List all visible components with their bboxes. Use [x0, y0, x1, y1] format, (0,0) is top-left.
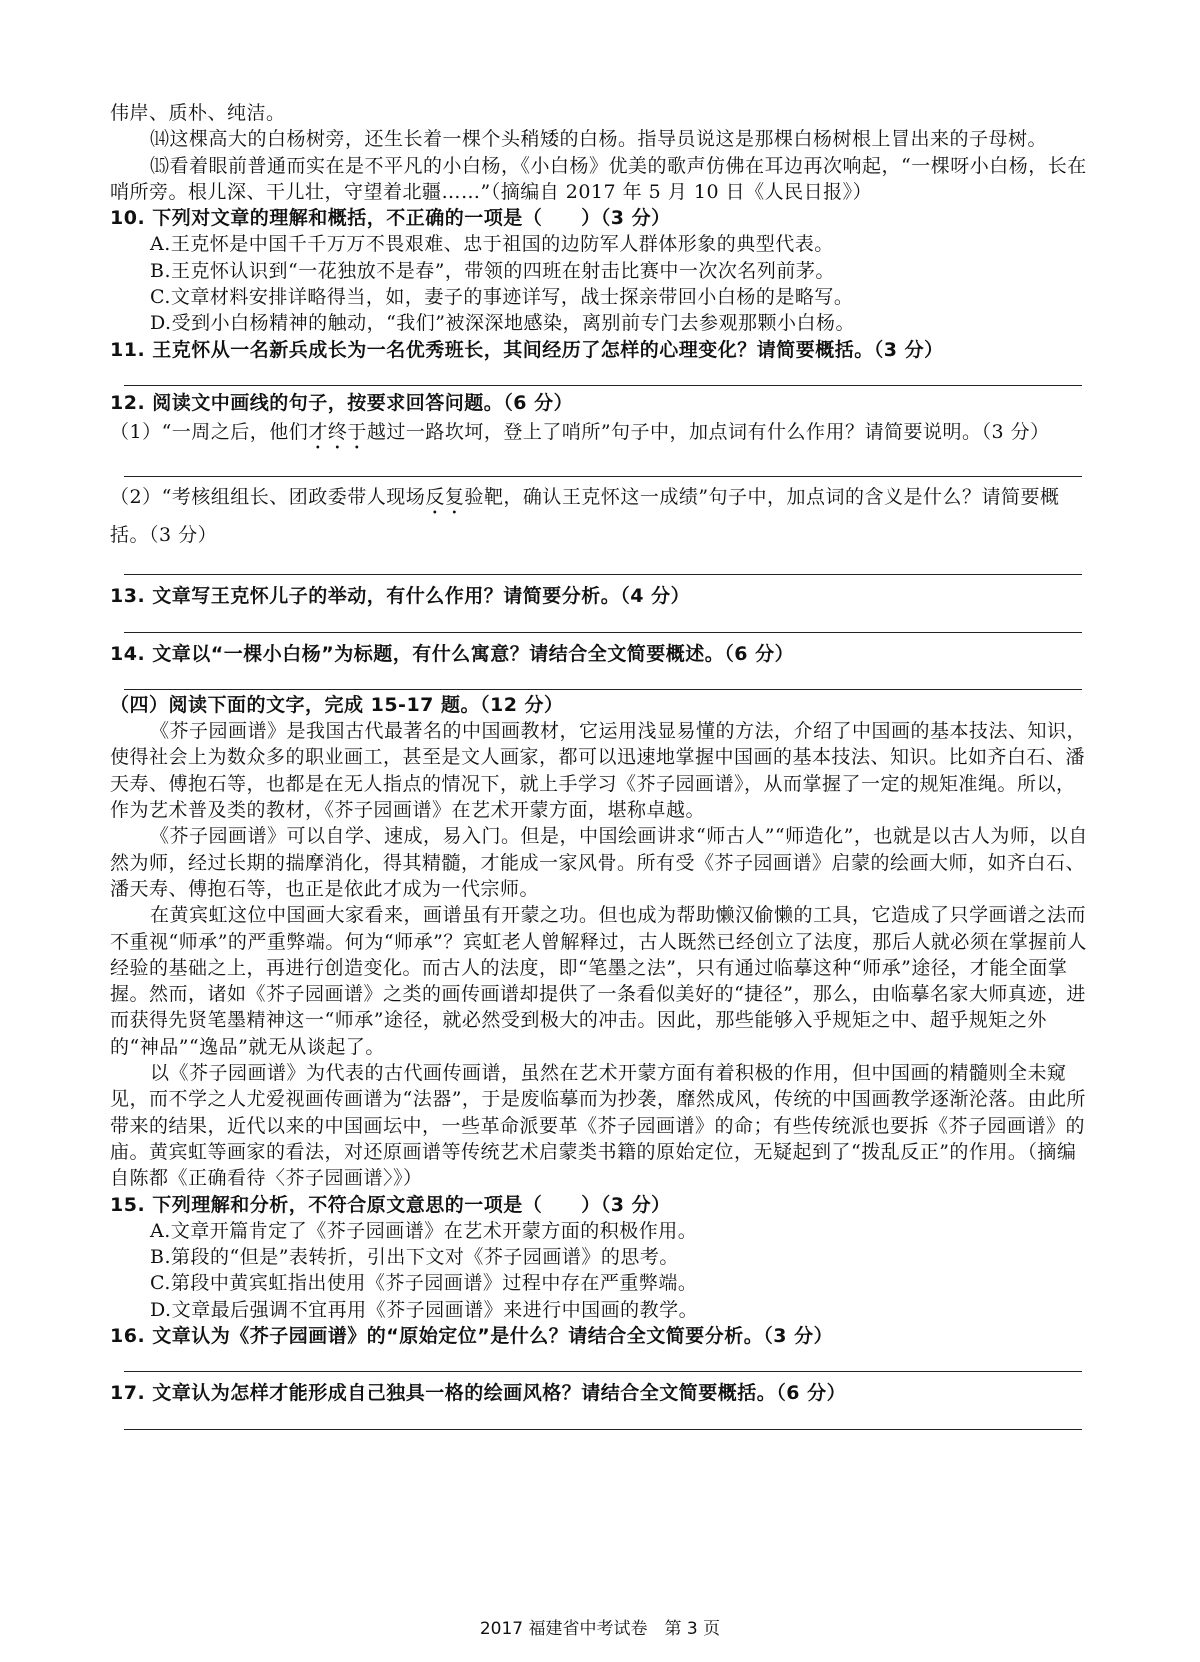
paragraph-15: ⒂看着眼前普通而实在是不平凡的小白杨，《小白杨》优美的歌声仿佛在耳边再次响起，“一棵呀小白杨，长在哨所旁。根儿深、干儿壮，守望着北疆……”（摘编自 2017 年 5 月 10 日《人民日报》）	[110, 154, 1087, 203]
question-12-stem: 12. 阅读文中画线的句子，按要求回答问题。（6 分）	[110, 391, 574, 414]
question-10-stem: 10. 下列对文章的理解和概括，不正确的一项是（ ）（3 分）	[110, 207, 671, 230]
question-17-stem: 17. 文章认为怎样才能形成自己独具一格的绘画风格？请结合全文简要概括。（6 分）	[110, 1382, 847, 1405]
question-14-stem: 14. 文章以“一棵小白杨”为标题，有什么寓意？请结合全文简要概述。（6 分）	[110, 642, 795, 665]
answer-line-17[interactable]	[124, 1407, 1082, 1430]
paragraph-14: ⒁这棵高大的白杨树旁，还生长着一棵个头稍矮的白杨。指导员说这是那棵白杨树根上冒出来的子母树。	[150, 128, 1048, 151]
q12-sub-2	[110, 481, 1090, 552]
section-4-paragraph-4: 以《芥子园画谱》为代表的古代画传画谱，虽然在艺术开蒙方面有着积极的作用，但中国画的精髓则全未窥见，而不学之人尤爱视画传画谱为“法器”，于是废临摹而为抄袭，靡然成风，传统的中国画教学逐渐沦落。由此所带来的结果，近代以来的中国画坛中，一些革命派要革《芥子园画谱》的命；有些传统派也要拆《芥子园画谱》的庙。黄宾虹等画家的看法，对还原画谱等传统艺术启蒙类书籍的原始定位，无疑起到了“拨乱反正”的作用。（摘编自陈都《正确看待〈芥子园画谱〉》）	[110, 1062, 1086, 1190]
q10-option-c: C.文章材料安排详略得当，如，妻子的事迹详写，战士探亲带回小白杨的是略写。	[150, 286, 854, 309]
q10-option-a: A.王克怀是中国千千万万不畏艰难、忠于祖国的边防军人群体形象的典型代表。	[150, 233, 834, 256]
q12-sub-2-post: 验靶，确认王克怀这一成绩”句子中，加点词的含义是什么？请简要概括。（3 分）	[110, 486, 1060, 547]
q10-option-b: B.王克怀认识到“一花独放不是春”，带领的四班在射击比赛中一次次名列前茅。	[150, 259, 835, 282]
section-4-paragraph-2: 《芥子园画谱》可以自学、速成，易入门。但是，中国绘画讲求“师古人”“师造化”，也就是以古人为师，以自然为师，经过长期的揣摩消化，得其精髓，才能成一家风骨。所有受《芥子园画谱》启蒙的绘画大师，如齐白石、潘天寿、傅抱石等，也正是依此才成为一代宗师。	[110, 825, 1088, 900]
q15-option-b: B.第段的“但是”表转折，引出下文对《芥子园画谱》的思考。	[150, 1246, 679, 1269]
question-16-stem: 16. 文章认为《芥子园画谱》的“原始定位”是什么？请结合全文简要分析。（3 分）	[110, 1324, 834, 1347]
answer-line-11[interactable]	[124, 363, 1082, 386]
answer-line-12-2[interactable]	[124, 552, 1082, 575]
page-footer: 2017 福建省中考试卷 第 3 页	[479, 1619, 721, 1639]
section-4-paragraph-3: 在黄宾虹这位中国画大家看来，画谱虽有开蒙之功。但也成为帮助懒汉偷懒的工具，它造成了只学画谱之法而不重视“师承”的严重弊端。何为“师承”？宾虹老人曾解释过，古人既然已经创立了法度，那后人就必须在掌握前人经验的基础之上，再进行创造变化。而古人的法度，即“笔墨之法”，只有通过临摹这种“师承”途径，才能全面掌握。然而，诸如《芥子园画谱》之类的画传画谱却提供了一条看似美好的“捷径”，那么，由临摹名家大师真迹，进而获得先贤笔墨精神这一“师承”途径，就必然受到极大的冲击。因此，那些能够入乎规矩之中、超乎规矩之外的“神品”“逸品”就无从谈起了。	[110, 904, 1087, 1058]
question-13-stem: 13. 文章写王克怀儿子的举动，有什么作用？请简要分析。（4 分）	[110, 585, 691, 608]
answer-line-14[interactable]	[124, 667, 1082, 690]
question-15-stem: 15. 下列理解和分析，不符合原文意思的一项是（ ）（3 分）	[110, 1193, 671, 1216]
answer-line-12-1[interactable]	[124, 454, 1082, 477]
q15-option-a: A.文章开篇肯定了《芥子园画谱》在艺术开蒙方面的积极作用。	[150, 1219, 698, 1242]
question-11-stem: 11. 王克怀从一名新兵成长为一名优秀班长，其间经历了怎样的心理变化？请简要概括。（3 分）	[110, 338, 944, 361]
q15-option-c: C.第段中黄宾虹指出使用《芥子园画谱》过程中存在严重弊端。	[150, 1272, 698, 1295]
q12-sub-1-dotted-word: 才终于	[308, 421, 367, 444]
q10-option-d: D.受到小白杨精神的触动，“我们”被深深地感染，离别前专门去参观那颗小白杨。	[150, 312, 856, 335]
q12-sub-1-post: 越过一路坎坷，登上了哨所”句子中，加点词有什么作用？请简要说明。（3 分）	[366, 421, 1050, 444]
section-4-heading: （四）阅读下面的文字，完成 15-17 题。（12 分）	[110, 693, 564, 716]
exam-page	[110, 100, 1090, 1432]
q12-sub-2-pre: （2）“考核组组长、团政委带人现场	[110, 486, 426, 509]
q15-option-d: D.文章最后强调不宜再用《芥子园画谱》来进行中国画的教学。	[150, 1298, 699, 1321]
q12-sub-2-dotted-word: 反复	[425, 486, 465, 509]
q12-sub-1-pre: （1）“一周之后，他们	[110, 421, 309, 444]
answer-line-16[interactable]	[124, 1349, 1082, 1372]
answer-line-13[interactable]	[124, 610, 1082, 633]
intro-tail-text: 伟岸、质朴、纯洁。	[110, 102, 286, 124]
section-4-paragraph-1: 《芥子园画谱》是我国古代最著名的中国画教材，它运用浅显易懂的方法，介绍了中国画的基本技法、知识，使得社会上为数众多的职业画工，甚至是文人画家，都可以迅速地掌握中国画的基本技法、知识。比如齐白石、潘天寿、傅抱石等，也都是在无人指点的情况下，就上手学习《芥子园画谱》，从而掌握了一定的规矩准绳。所以，作为艺术普及类的教材，《芥子园画谱》在艺术开蒙方面，堪称卓越。	[110, 720, 1087, 822]
q12-sub-1	[110, 416, 1090, 454]
